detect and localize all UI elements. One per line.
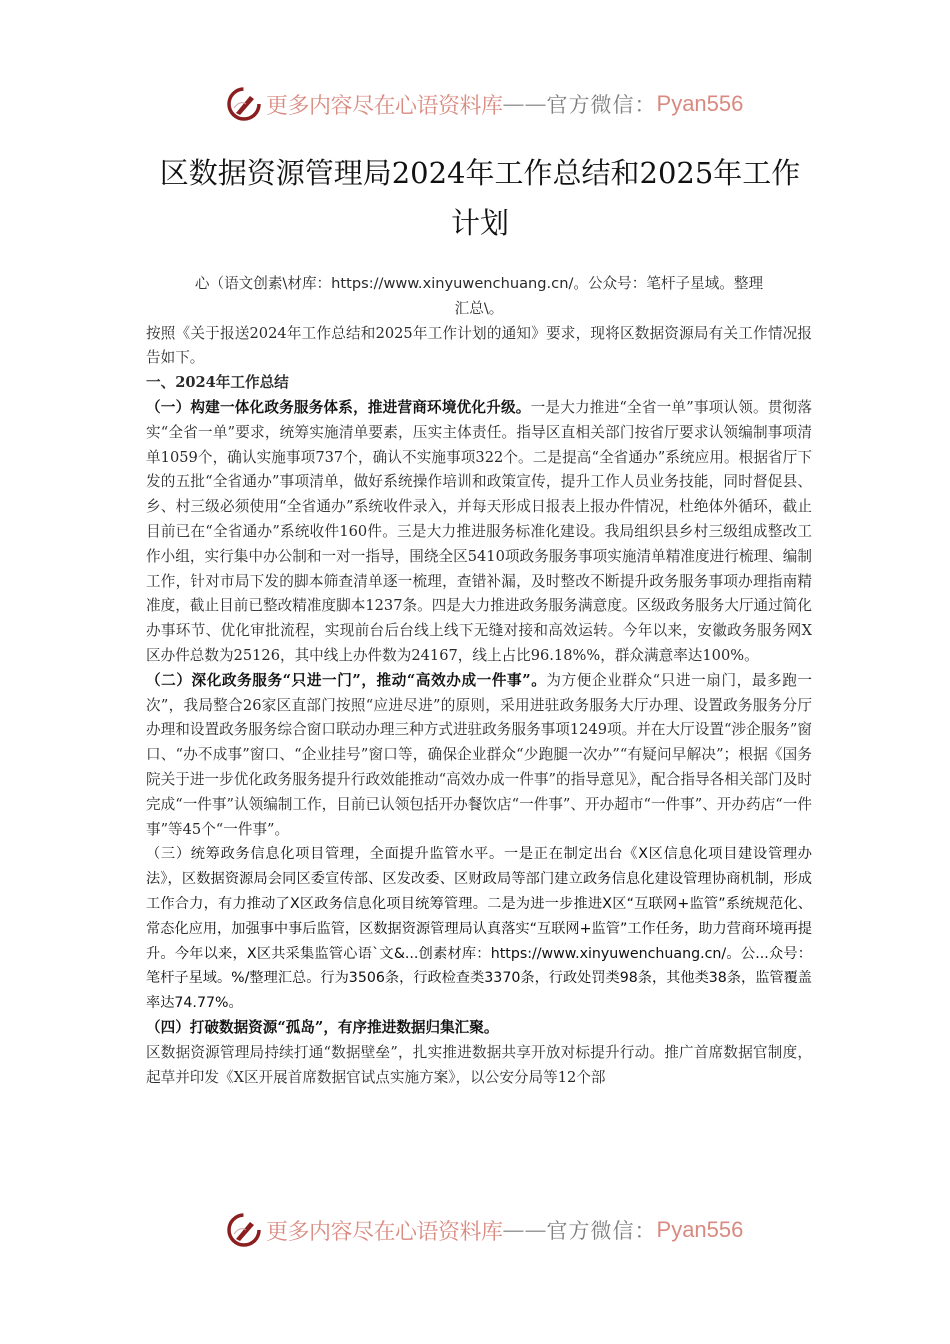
source-note [146, 272, 812, 322]
item-4-body: 区数据资源管理局持续打通“数据壁垒”，扎实推进数据共享开放对标提升行动。推广首席数据官制度，起草并印发《X区开展首席数据官试点实施方案》，以公安分局等12个部 [146, 1043, 812, 1086]
banner-dash: —— [502, 1217, 547, 1243]
document-title [140, 148, 820, 248]
document-body [146, 272, 812, 1090]
banner-promo-text: 更多内容尽在心语资料库 [266, 1219, 503, 1245]
banner-wechat-id: Pyan556 [656, 91, 744, 116]
source-note-line-1: 心（语文创素\材库：https://www.xinyuwenchuang.cn/。公众号：笔杆子星域。整理 [194, 275, 764, 292]
header-watermark-banner [226, 82, 743, 126]
paragraph-item-3 [146, 842, 812, 1016]
item-3-body: （三）统筹政务信息化项目管理，全面提升监管水平。一是正在制定出台《X区信息化项目建设管理办法》，区数据资源局会同区委宣传部、区发改委、区财政局等部门建立政务信息化建设管理协商机制，形成工作合力，有力推动了X区政务信息化项目统筹管理。二是为进一步推进X区“互联网+监管”系统规范化、常态化应用，加强事中事后监管，区数据资源管理局认真落实“互联网+监管”工作任务，助力营商环境再提升。今年以来，X区共采集监管心语`文&...创素材库：https://www.xinyuwenchuang.cn/。公...众号：笔杆子星域。%/整理汇总。行为3506条，行政检查类3370条，行政处罚类98条，其他类38条，监管覆盖率达74.77%。 [146, 846, 812, 1012]
paragraph-item-1 [146, 396, 812, 669]
banner-wechat-id: Pyan556 [656, 1217, 744, 1242]
paragraph-item-2 [146, 669, 812, 843]
quill-pen-logo-icon [226, 86, 262, 122]
item-2-heading: （二）深化政务服务“只进一门”，推动“高效办成一件事”。 [146, 671, 547, 689]
banner-wechat-label: 官方微信： [546, 1219, 657, 1243]
banner-dash: —— [502, 91, 547, 117]
item-2-body: 为方便企业群众“只进一扇门，最多跑一次”，我局整合26家区直部门按照“应进尽进”的原则，采用进驻政务服务大厅办理、设置政务服务分厅办理和设置政务服务综合窗口联动办理三种方式进驻政务服务事项1249项。并在大厅设置“涉企服务”窗口、“办不成事”窗口、“企业挂号”窗口等，确保企业群众“少跑腿一次办”“有疑问早解决”；根据《国务院关于进一步优化政务服务提升行政效能推动“高效办成一件事”的指导意见》，配合指导各相关部门及时完成“一件事”认领编制工作，目前已认领包括开办餐饮店“一件事”、开办超市“一件事”、开办药店“一件事”等45个“一件事”。 [146, 671, 812, 838]
source-note-line-2: 汇总\。 [454, 299, 504, 317]
title-line-2: 计划 [450, 206, 509, 240]
intro-paragraph: 按照《关于报送2024年工作总结和2025年工作计划的通知》要求，现将区数据资源局有关工作情况报告如下。 [146, 324, 812, 367]
item-1-heading: （一）构建一体化政务服务体系，推进营商环境优化升级。 [146, 398, 531, 416]
title-line-1: 区数据资源管理局2024年工作总结和2025年工作 [159, 156, 801, 190]
footer-watermark-banner [226, 1208, 743, 1252]
banner-wechat-label: 官方微信： [546, 93, 657, 117]
item-4-heading: （四）打破数据资源“孤岛”，有序推进数据归集汇聚。 [146, 1018, 499, 1036]
item-1-body: 一是大力推进“全省一单”事项认领。贯彻落实“全省一单”要求，统筹实施清单要素，压实主体责任。指导区直相关部门按省厅要求认领编制事项清单1059个，确认实施事项737个，确认不实施事项322个。二是提高“全省通办”系统应用。根据省厅下发的五批“全省通办”事项清单，做好系统操作培训和政策宣传，提升工作人员业务技能，同时督促县、乡、村三级必须使用“全省通办”系统收件录入，并每天形成日报表上报办件情况，杜绝体外循环，截止目前已在“全省通办”系统收件160件。三是大力推进服务标准化建设。我局组织县乡村三级组成整改工作小组，实行集中办公制和一对一指导，围绕全区5410项政务服务事项实施清单精准度进行梳理、编制工作，针对市局下发的脚本筛查清单逐一梳理，查错补漏，及时整改不断提升政务服务事项办理指南精准度，截止目前已整改精准度脚本1237条。四是大力推进政务服务满意度。区级政务服务大厅通过简化办事环节、优化审批流程，实现前台后台线上线下无缝对接和高效运转。今年以来，安徽政务服务网X区办件总数为25126，其中线上办件数为24167，线上占比96.18%%，群众满意率达100%。 [146, 398, 812, 664]
section-heading-2024-summary: 一、2024年工作总结 [146, 374, 289, 392]
quill-pen-logo-icon [226, 1212, 262, 1248]
banner-promo-text: 更多内容尽在心语资料库 [266, 93, 503, 119]
